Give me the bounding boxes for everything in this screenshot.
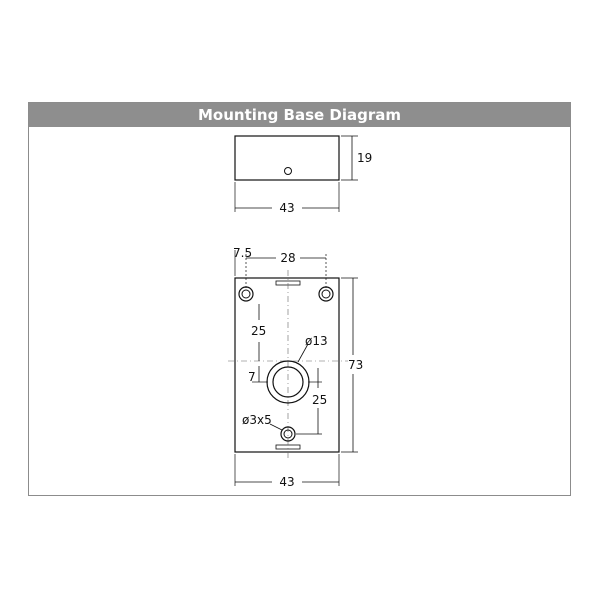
screw-hole-leader <box>270 424 282 430</box>
side-width-label: 43 <box>279 201 295 215</box>
screw-hole-label: ø3x5 <box>242 413 272 427</box>
side-view-hole <box>285 168 292 175</box>
center-hole <box>267 361 309 403</box>
side-view <box>235 136 372 215</box>
corner-hole-right <box>319 287 333 301</box>
front-height-label: 73 <box>348 358 364 372</box>
front-width-label: 43 <box>279 475 295 489</box>
center-offset-label: 7 <box>248 370 256 384</box>
side-height-label: 19 <box>357 151 373 165</box>
edge-offset-label: 7.5 <box>233 246 253 260</box>
hole-spacing-label: 28 <box>280 251 296 265</box>
front-view <box>228 246 363 489</box>
side-view-body <box>235 136 339 180</box>
center-hole-label: ø13 <box>305 334 328 348</box>
lower-vertical-label: 25 <box>312 393 328 407</box>
corner-hole-left <box>239 287 253 301</box>
upper-vertical-label: 25 <box>251 324 267 338</box>
diagram-title: Mounting Base Diagram <box>29 103 570 127</box>
